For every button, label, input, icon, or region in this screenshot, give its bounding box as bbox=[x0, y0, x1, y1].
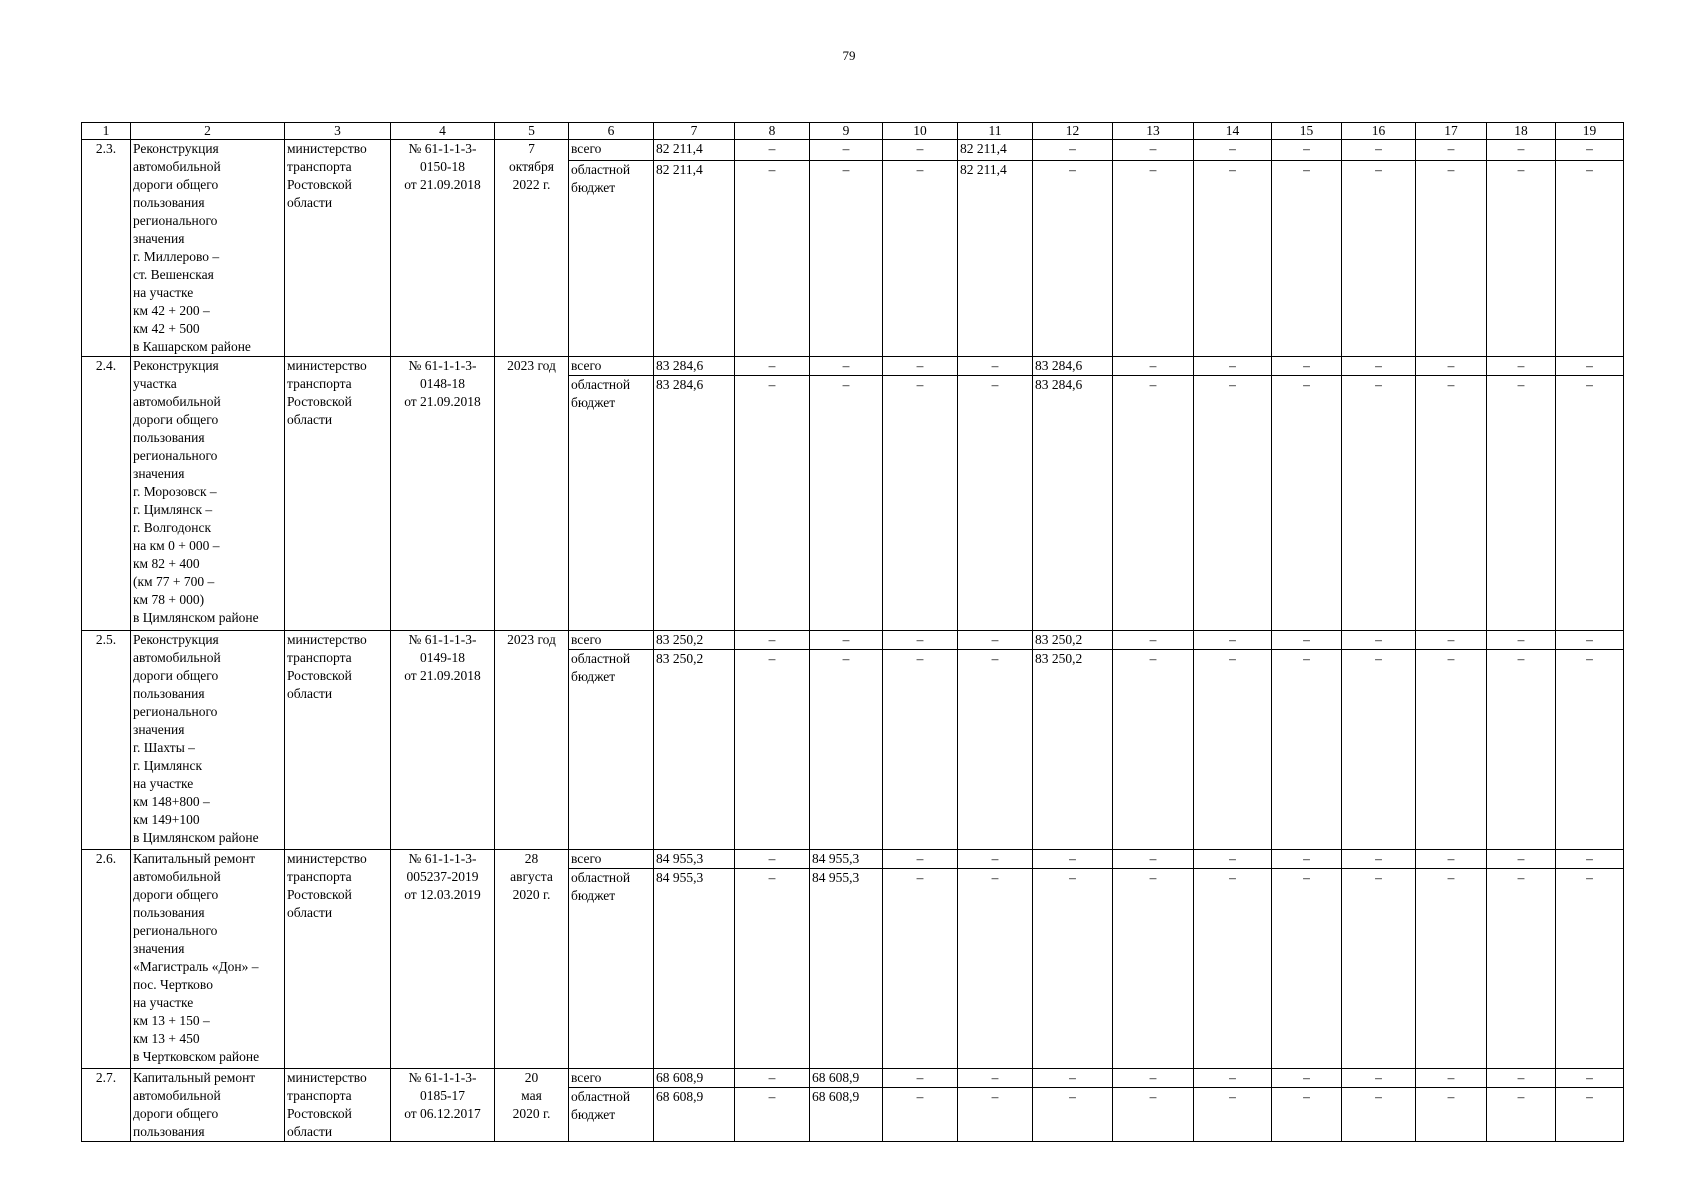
amount-cell: – bbox=[1416, 140, 1487, 161]
budget-table bbox=[81, 122, 1624, 1142]
amount-cell: – bbox=[1416, 1088, 1487, 1142]
amount-cell: 82 211,4 bbox=[654, 160, 735, 357]
amount-cell: – bbox=[1113, 160, 1194, 357]
column-header: 13 bbox=[1113, 123, 1194, 140]
amount-cell: – bbox=[1194, 869, 1272, 1069]
amount-cell: – bbox=[1487, 160, 1556, 357]
amount-cell: – bbox=[1272, 1088, 1342, 1142]
amount-cell: – bbox=[1416, 850, 1487, 869]
amount-cell: – bbox=[1033, 140, 1113, 161]
row-number: 2.6. bbox=[82, 850, 131, 1069]
amount-cell: – bbox=[1272, 1069, 1342, 1088]
amount-cell: 83 284,6 bbox=[1033, 376, 1113, 631]
amount-cell: – bbox=[1342, 140, 1416, 161]
amount-cell: – bbox=[883, 1088, 958, 1142]
expertise-document: № 61-1-1-3- 0150-18 от 21.09.2018 bbox=[391, 140, 495, 357]
amount-cell: – bbox=[735, 140, 810, 161]
amount-cell: 84 955,3 bbox=[654, 869, 735, 1069]
column-header: 4 bbox=[391, 123, 495, 140]
amount-cell: 83 250,2 bbox=[654, 631, 735, 650]
amount-cell: – bbox=[1194, 376, 1272, 631]
amount-cell: 68 608,9 bbox=[654, 1069, 735, 1088]
responsible-org: министерство транспорта Ростовской области bbox=[285, 140, 391, 357]
expertise-document: № 61-1-1-3- 0148-18 от 21.09.2018 bbox=[391, 357, 495, 631]
amount-cell: – bbox=[1556, 650, 1624, 850]
amount-cell: – bbox=[1033, 1088, 1113, 1142]
row-number: 2.7. bbox=[82, 1069, 131, 1142]
amount-cell: – bbox=[958, 850, 1033, 869]
amount-cell: – bbox=[1416, 357, 1487, 376]
amount-cell: – bbox=[1556, 631, 1624, 650]
amount-cell: – bbox=[735, 631, 810, 650]
amount-cell: – bbox=[1272, 631, 1342, 650]
expertise-document: № 61-1-1-3- 0185-17 от 06.12.2017 bbox=[391, 1069, 495, 1142]
amount-cell: – bbox=[810, 631, 883, 650]
column-header: 14 bbox=[1194, 123, 1272, 140]
amount-cell: – bbox=[1556, 850, 1624, 869]
amount-cell: 83 284,6 bbox=[654, 376, 735, 631]
funding-source: областной бюджет bbox=[569, 376, 654, 631]
funding-source: всего bbox=[569, 140, 654, 161]
column-header: 18 bbox=[1487, 123, 1556, 140]
amount-cell: – bbox=[1272, 650, 1342, 850]
amount-cell: – bbox=[735, 376, 810, 631]
funding-source: всего bbox=[569, 850, 654, 869]
amount-cell: 83 250,2 bbox=[1033, 631, 1113, 650]
object-name: Реконструкция автомобильной дороги общего пользования регионального значения г. Миллерово – ст. Вешенская на участке км 42 + 200 – км 42 + 500 в Кашарском районе bbox=[131, 140, 285, 357]
column-header: 12 bbox=[1033, 123, 1113, 140]
amount-cell: – bbox=[883, 160, 958, 357]
amount-cell: – bbox=[883, 357, 958, 376]
amount-cell: – bbox=[1487, 631, 1556, 650]
expertise-document: № 61-1-1-3- 005237-2019 от 12.03.2019 bbox=[391, 850, 495, 1069]
amount-cell: – bbox=[735, 869, 810, 1069]
amount-cell: – bbox=[958, 1088, 1033, 1142]
column-header: 15 bbox=[1272, 123, 1342, 140]
amount-cell: – bbox=[735, 1069, 810, 1088]
column-header: 19 bbox=[1556, 123, 1624, 140]
completion-date: 2023 год bbox=[495, 357, 569, 631]
amount-cell: – bbox=[1342, 376, 1416, 631]
funding-source: всего bbox=[569, 631, 654, 650]
amount-cell: 68 608,9 bbox=[810, 1088, 883, 1142]
amount-cell: – bbox=[1487, 140, 1556, 161]
amount-cell: – bbox=[1272, 869, 1342, 1069]
amount-cell: – bbox=[958, 357, 1033, 376]
funding-source: областной бюджет bbox=[569, 160, 654, 357]
column-header: 7 bbox=[654, 123, 735, 140]
amount-cell: 68 608,9 bbox=[654, 1088, 735, 1142]
amount-cell: – bbox=[810, 376, 883, 631]
amount-cell: – bbox=[1416, 1069, 1487, 1088]
table-row bbox=[82, 357, 1624, 376]
amount-cell: – bbox=[735, 1088, 810, 1142]
amount-cell: – bbox=[1416, 869, 1487, 1069]
completion-date: 2023 год bbox=[495, 631, 569, 850]
completion-date: 20 мая 2020 г. bbox=[495, 1069, 569, 1142]
column-header: 11 bbox=[958, 123, 1033, 140]
amount-cell: – bbox=[1556, 1088, 1624, 1142]
amount-cell: – bbox=[1194, 357, 1272, 376]
amount-cell: 83 284,6 bbox=[654, 357, 735, 376]
amount-cell: – bbox=[1416, 631, 1487, 650]
responsible-org: министерство транспорта Ростовской области bbox=[285, 631, 391, 850]
amount-cell: – bbox=[1272, 140, 1342, 161]
column-header: 5 bbox=[495, 123, 569, 140]
funding-source: областной бюджет bbox=[569, 650, 654, 850]
amount-cell: – bbox=[1033, 850, 1113, 869]
amount-cell: – bbox=[1416, 650, 1487, 850]
column-header: 8 bbox=[735, 123, 810, 140]
column-header: 16 bbox=[1342, 123, 1416, 140]
amount-cell: – bbox=[1342, 357, 1416, 376]
amount-cell: – bbox=[1113, 631, 1194, 650]
amount-cell: – bbox=[1194, 140, 1272, 161]
amount-cell: – bbox=[1487, 850, 1556, 869]
amount-cell: – bbox=[883, 140, 958, 161]
amount-cell: – bbox=[1342, 631, 1416, 650]
funding-source: областной бюджет bbox=[569, 869, 654, 1069]
amount-cell: – bbox=[810, 650, 883, 850]
column-header: 6 bbox=[569, 123, 654, 140]
amount-cell: – bbox=[810, 160, 883, 357]
amount-cell: – bbox=[735, 160, 810, 357]
amount-cell: – bbox=[1033, 160, 1113, 357]
column-header: 1 bbox=[82, 123, 131, 140]
amount-cell: 82 211,4 bbox=[958, 160, 1033, 357]
amount-cell: – bbox=[958, 631, 1033, 650]
amount-cell: – bbox=[883, 869, 958, 1069]
amount-cell: – bbox=[735, 650, 810, 850]
amount-cell: 83 284,6 bbox=[1033, 357, 1113, 376]
amount-cell: – bbox=[1487, 650, 1556, 850]
amount-cell: – bbox=[1487, 869, 1556, 1069]
table-row bbox=[82, 1069, 1624, 1088]
amount-cell: – bbox=[735, 850, 810, 869]
amount-cell: 82 211,4 bbox=[958, 140, 1033, 161]
amount-cell: – bbox=[1194, 850, 1272, 869]
amount-cell: – bbox=[1194, 631, 1272, 650]
column-header: 3 bbox=[285, 123, 391, 140]
amount-cell: 83 250,2 bbox=[1033, 650, 1113, 850]
responsible-org: министерство транспорта Ростовской области bbox=[285, 850, 391, 1069]
column-header: 2 bbox=[131, 123, 285, 140]
amount-cell: – bbox=[1113, 376, 1194, 631]
responsible-org: министерство транспорта Ростовской области bbox=[285, 1069, 391, 1142]
amount-cell: – bbox=[1272, 357, 1342, 376]
completion-date: 7 октября 2022 г. bbox=[495, 140, 569, 357]
amount-cell: – bbox=[810, 357, 883, 376]
amount-cell: – bbox=[1556, 1069, 1624, 1088]
page-number: 79 bbox=[842, 48, 856, 63]
amount-cell: – bbox=[958, 869, 1033, 1069]
amount-cell: – bbox=[1416, 160, 1487, 357]
table-row bbox=[82, 631, 1624, 650]
amount-cell: 84 955,3 bbox=[810, 869, 883, 1069]
amount-cell: – bbox=[1342, 869, 1416, 1069]
amount-cell: – bbox=[1272, 160, 1342, 357]
row-number: 2.3. bbox=[82, 140, 131, 357]
funding-source: всего bbox=[569, 1069, 654, 1088]
completion-date: 28 августа 2020 г. bbox=[495, 850, 569, 1069]
funding-source: всего bbox=[569, 357, 654, 376]
amount-cell: – bbox=[1113, 869, 1194, 1069]
amount-cell: – bbox=[1194, 1069, 1272, 1088]
table-row bbox=[82, 850, 1624, 869]
amount-cell: – bbox=[958, 376, 1033, 631]
table-row bbox=[82, 140, 1624, 161]
amount-cell: – bbox=[1342, 1069, 1416, 1088]
object-name: Реконструкция участка автомобильной дороги общего пользования регионального значения г. Морозовск – г. Цимлянск – г. Волгодонск на км 0 + 000 – км 82 + 400 (км 77 + 700 – км 78 + 000) в Цимлянском районе bbox=[131, 357, 285, 631]
object-name: Капитальный ремонт автомобильной дороги общего пользования регионального значения «Магистраль «Дон» – пос. Чертково на участке км 13 + 150 – км 13 + 450 в Чертковском районе bbox=[131, 850, 285, 1069]
amount-cell: 82 211,4 bbox=[654, 140, 735, 161]
amount-cell: – bbox=[1272, 850, 1342, 869]
amount-cell: – bbox=[1033, 869, 1113, 1069]
amount-cell: – bbox=[1416, 376, 1487, 631]
row-number: 2.5. bbox=[82, 631, 131, 850]
amount-cell: – bbox=[1487, 1088, 1556, 1142]
responsible-org: министерство транспорта Ростовской области bbox=[285, 357, 391, 631]
amount-cell: – bbox=[1342, 650, 1416, 850]
amount-cell: – bbox=[1194, 650, 1272, 850]
amount-cell: – bbox=[1194, 1088, 1272, 1142]
column-header: 17 bbox=[1416, 123, 1487, 140]
amount-cell: – bbox=[1487, 1069, 1556, 1088]
amount-cell: – bbox=[883, 850, 958, 869]
amount-cell: – bbox=[1342, 1088, 1416, 1142]
object-name: Капитальный ремонт автомобильной дороги общего пользования bbox=[131, 1069, 285, 1142]
amount-cell: – bbox=[810, 140, 883, 161]
amount-cell: – bbox=[958, 1069, 1033, 1088]
amount-cell: – bbox=[1487, 376, 1556, 631]
row-number: 2.4. bbox=[82, 357, 131, 631]
funding-source: областной бюджет bbox=[569, 1088, 654, 1142]
table-body bbox=[82, 140, 1624, 1142]
amount-cell: – bbox=[1113, 850, 1194, 869]
amount-cell: – bbox=[1556, 376, 1624, 631]
amount-cell: 84 955,3 bbox=[654, 850, 735, 869]
amount-cell: – bbox=[958, 650, 1033, 850]
amount-cell: – bbox=[883, 650, 958, 850]
amount-cell: – bbox=[883, 376, 958, 631]
amount-cell: – bbox=[1487, 357, 1556, 376]
amount-cell: – bbox=[1113, 357, 1194, 376]
amount-cell: – bbox=[883, 631, 958, 650]
amount-cell: – bbox=[1272, 376, 1342, 631]
expertise-document: № 61-1-1-3- 0149-18 от 21.09.2018 bbox=[391, 631, 495, 850]
header-row bbox=[82, 123, 1624, 140]
amount-cell: – bbox=[1556, 160, 1624, 357]
amount-cell: – bbox=[1033, 1069, 1113, 1088]
amount-cell: – bbox=[1113, 650, 1194, 850]
amount-cell: – bbox=[1194, 160, 1272, 357]
amount-cell: – bbox=[1556, 357, 1624, 376]
amount-cell: – bbox=[1556, 869, 1624, 1069]
amount-cell: – bbox=[1113, 140, 1194, 161]
object-name: Реконструкция автомобильной дороги общего пользования регионального значения г. Шахты – г. Цимлянск на участке км 148+800 – км 149+100 в Цимлянском районе bbox=[131, 631, 285, 850]
amount-cell: – bbox=[1342, 160, 1416, 357]
amount-cell: – bbox=[1556, 140, 1624, 161]
column-header: 10 bbox=[883, 123, 958, 140]
amount-cell: 83 250,2 bbox=[654, 650, 735, 850]
amount-cell: – bbox=[1113, 1088, 1194, 1142]
column-header: 9 bbox=[810, 123, 883, 140]
amount-cell: – bbox=[883, 1069, 958, 1088]
amount-cell: – bbox=[735, 357, 810, 376]
amount-cell: 68 608,9 bbox=[810, 1069, 883, 1088]
amount-cell: – bbox=[1342, 850, 1416, 869]
amount-cell: 84 955,3 bbox=[810, 850, 883, 869]
amount-cell: – bbox=[1113, 1069, 1194, 1088]
